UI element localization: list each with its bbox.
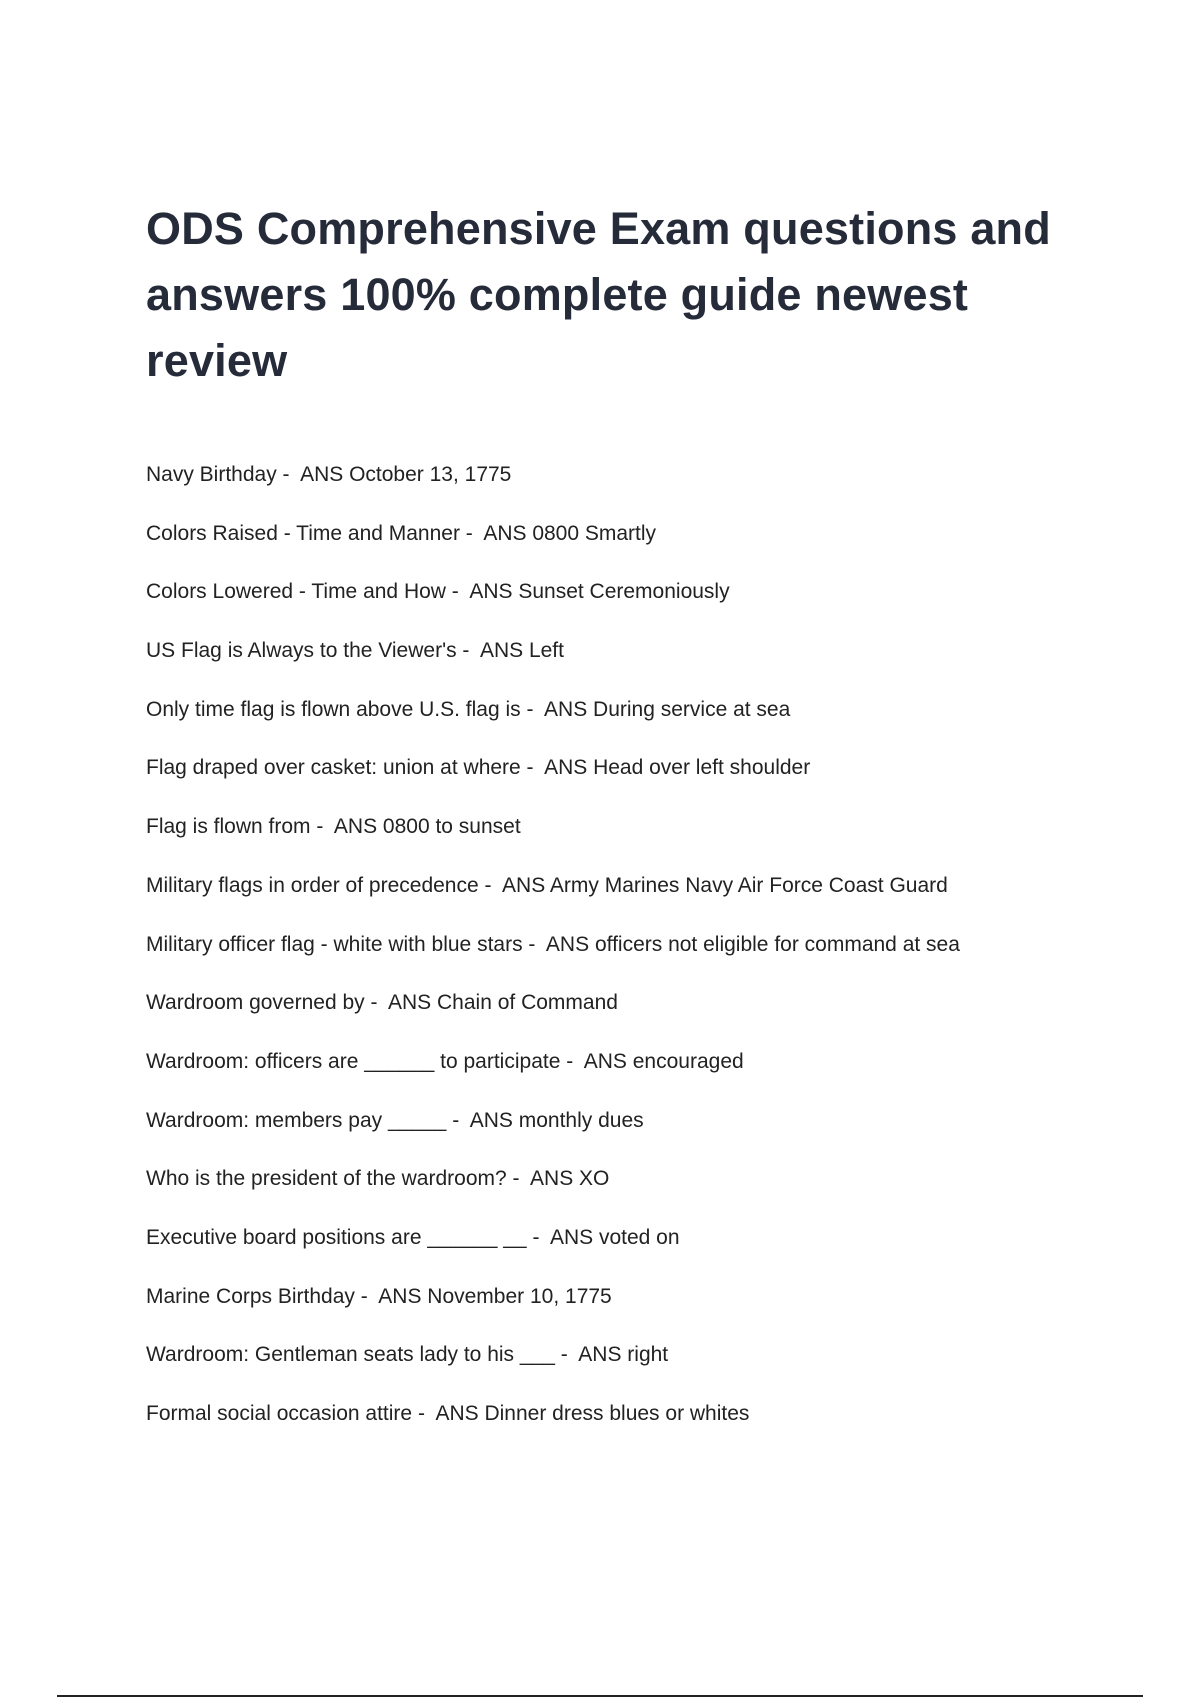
qa-separator: - bbox=[310, 815, 334, 839]
qa-answer-prefix: ANS bbox=[378, 1284, 428, 1308]
qa-question: Only time flag is flown above U.S. flag is bbox=[146, 697, 521, 721]
qa-question: Colors Raised - Time and Manner bbox=[146, 521, 460, 545]
qa-item bbox=[146, 521, 1146, 580]
qa-separator: - bbox=[456, 639, 480, 663]
qa-item bbox=[146, 873, 1146, 932]
footer-divider bbox=[57, 1695, 1143, 1697]
qa-question: Flag is flown from bbox=[146, 815, 311, 839]
qa-item bbox=[146, 1108, 1146, 1167]
qa-question: Navy Birthday bbox=[146, 463, 277, 486]
qa-question: Who is the president of the wardroom? bbox=[146, 1167, 507, 1191]
qa-item bbox=[146, 579, 1146, 638]
qa-item bbox=[146, 1225, 1146, 1284]
qa-answer: Chain of Command bbox=[437, 991, 618, 1015]
qa-item bbox=[146, 990, 1146, 1049]
qa-question: Wardroom: officers are ______ to participate bbox=[146, 1049, 561, 1073]
qa-separator: - bbox=[445, 580, 470, 604]
qa-answer-prefix: ANS bbox=[333, 815, 383, 839]
qa-item bbox=[146, 932, 1146, 991]
qa-answer-prefix: ANS bbox=[479, 639, 529, 663]
document-title: ODS Comprehensive Exam questions and answers 100% complete guide newest review bbox=[146, 203, 1051, 386]
qa-separator: - bbox=[364, 991, 388, 1015]
qa-item bbox=[146, 1342, 1146, 1401]
qa-answer: November 10, 1775 bbox=[427, 1284, 612, 1308]
qa-item bbox=[146, 1401, 1146, 1460]
qa-answer-prefix: ANS bbox=[502, 873, 550, 897]
qa-question: Flag draped over casket: union at where bbox=[146, 756, 521, 780]
qa-answer: encouraged bbox=[632, 1049, 744, 1073]
qa-answer: Sunset Ceremoniously bbox=[518, 580, 730, 604]
qa-item bbox=[146, 638, 1146, 697]
qa-answer-prefix: ANS bbox=[388, 991, 438, 1015]
qa-answer-prefix: ANS bbox=[544, 756, 594, 780]
qa-question: Wardroom: members pay _____ bbox=[146, 1108, 447, 1132]
qa-item bbox=[146, 755, 1146, 814]
qa-answer-prefix: ANS bbox=[545, 932, 595, 956]
qa-separator: - bbox=[520, 756, 545, 780]
qa-answer-prefix: ANS bbox=[578, 1343, 628, 1367]
qa-separator: - bbox=[526, 1225, 550, 1249]
qa-list bbox=[146, 462, 1146, 1460]
qa-question: Formal social occasion attire bbox=[146, 1402, 413, 1425]
qa-item bbox=[146, 1049, 1146, 1108]
qa-separator: - bbox=[522, 932, 546, 956]
qa-separator: - bbox=[478, 873, 503, 897]
qa-answer: Army Marines Navy Air Force Coast Guard bbox=[549, 873, 948, 897]
qa-question: Marine Corps Birthday bbox=[146, 1284, 355, 1308]
qa-question: Colors Lowered - Time and How bbox=[146, 580, 446, 604]
qa-answer: 0800 to sunset bbox=[382, 815, 521, 839]
qa-item bbox=[146, 697, 1146, 756]
qa-question: US Flag is Always to the Viewer's bbox=[146, 639, 457, 663]
qa-answer-prefix: ANS bbox=[530, 1167, 580, 1191]
qa-answer-prefix: ANS bbox=[300, 463, 350, 486]
qa-answer-prefix: ANS bbox=[469, 580, 519, 604]
qa-question: Executive board positions are ______ __ bbox=[146, 1225, 527, 1249]
qa-answer: During service at sea bbox=[593, 697, 791, 721]
qa-item bbox=[146, 814, 1146, 873]
qa-separator: - bbox=[459, 521, 484, 545]
qa-question: Wardroom: Gentleman seats lady to his ___ bbox=[146, 1343, 555, 1367]
qa-separator: - bbox=[412, 1402, 436, 1425]
qa-answer: officers not eligible for command at sea bbox=[594, 932, 960, 956]
qa-answer: right bbox=[627, 1343, 669, 1367]
qa-separator: - bbox=[506, 1167, 531, 1191]
qa-separator: - bbox=[554, 1343, 579, 1367]
qa-answer-prefix: ANS bbox=[483, 521, 533, 545]
qa-answer-prefix: ANS bbox=[469, 1108, 519, 1132]
qa-item bbox=[146, 462, 1146, 521]
qa-answer: XO bbox=[579, 1167, 610, 1191]
qa-item bbox=[146, 1284, 1146, 1343]
qa-answer-prefix: ANS bbox=[549, 1225, 599, 1249]
qa-answer: Dinner dress blues or whites bbox=[484, 1402, 750, 1425]
qa-item bbox=[146, 1166, 1146, 1225]
qa-separator: - bbox=[354, 1284, 379, 1308]
qa-question: Military officer flag - white with blue stars bbox=[146, 932, 523, 956]
qa-separator: - bbox=[560, 1049, 584, 1073]
qa-answer-prefix: ANS bbox=[435, 1402, 485, 1425]
qa-question: Wardroom governed by bbox=[146, 991, 365, 1015]
qa-answer: Left bbox=[528, 639, 564, 663]
qa-question: Military flags in order of precedence bbox=[146, 873, 479, 897]
qa-separator: - bbox=[276, 463, 301, 486]
qa-answer: monthly dues bbox=[518, 1108, 644, 1132]
qa-answer-prefix: ANS bbox=[544, 697, 594, 721]
qa-answer: October 13, 1775 bbox=[349, 463, 512, 486]
qa-answer-prefix: ANS bbox=[583, 1049, 633, 1073]
qa-answer: voted on bbox=[598, 1225, 680, 1249]
qa-separator: - bbox=[520, 697, 545, 721]
qa-answer: 0800 Smartly bbox=[532, 521, 657, 545]
qa-answer: Head over left shoulder bbox=[593, 756, 811, 780]
qa-separator: - bbox=[446, 1108, 470, 1132]
